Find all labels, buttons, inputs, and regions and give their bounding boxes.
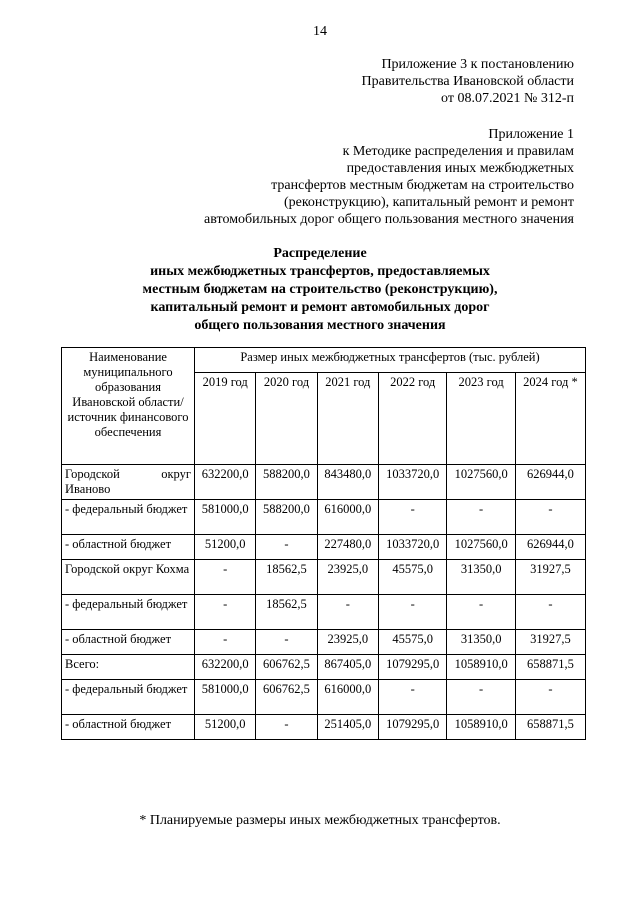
- column-header-year: 2020 год: [256, 373, 317, 465]
- table-cell: 1033720,0: [378, 535, 446, 560]
- table-cell: 616000,0: [317, 500, 378, 535]
- table-cell: 626944,0: [515, 535, 585, 560]
- appendix-1-line: (реконструкцию), капитальный ремонт и ремонт: [283, 195, 574, 210]
- table-cell: 658871,5: [515, 715, 585, 740]
- appendix-3-line: от 08.07.2021 № 312-п: [441, 91, 574, 106]
- appendix-3-line: Правительства Ивановской области: [361, 74, 574, 89]
- allocation-table: [61, 347, 586, 740]
- table-cell: 227480,0: [317, 535, 378, 560]
- table-cell: -: [378, 680, 446, 715]
- table-cell: -: [195, 560, 256, 595]
- table-cell: 51200,0: [195, 715, 256, 740]
- row-label: Городской округ Кохма: [62, 560, 195, 595]
- row-label: - областной бюджет: [62, 535, 195, 560]
- appendix-3-reference: [362, 56, 574, 107]
- column-header-size: Размер иных межбюджетных трансфертов (тыс. рублей): [195, 348, 586, 373]
- page-number: 14: [313, 24, 327, 39]
- appendix-1-line: к Методике распределения и правилам: [342, 144, 574, 159]
- document-heading: [80, 245, 560, 335]
- footnote: * Планируемые размеры иных межбюджетных трансфертов.: [139, 813, 501, 828]
- table-cell: 588200,0: [256, 465, 317, 500]
- table-cell: 1058910,0: [447, 715, 515, 740]
- appendix-3-line: Приложение 3 к постановлению: [381, 57, 574, 72]
- table-cell: 1058910,0: [447, 655, 515, 680]
- row-label: - федеральный бюджет: [62, 595, 195, 630]
- heading-line: местным бюджетам на строительство (реконструкцию),: [142, 282, 498, 297]
- table-row: [62, 715, 586, 740]
- column-header-name: Наименование муниципального образования Ивановской области/источник финансового обеспечения: [62, 348, 195, 465]
- row-label: - федеральный бюджет: [62, 680, 195, 715]
- table-cell: 18562,5: [256, 595, 317, 630]
- table-row: [62, 535, 586, 560]
- table-cell: 23925,0: [317, 560, 378, 595]
- column-header-year: 2021 год: [317, 373, 378, 465]
- table-cell: -: [515, 500, 585, 535]
- table-cell: 18562,5: [256, 560, 317, 595]
- heading-line: Распределение: [273, 246, 367, 261]
- table-cell: 31927,5: [515, 630, 585, 655]
- table-cell: -: [195, 630, 256, 655]
- table-cell: 23925,0: [317, 630, 378, 655]
- table-cell: -: [256, 715, 317, 740]
- table-row: [62, 465, 586, 500]
- table-cell: -: [256, 535, 317, 560]
- table-cell: -: [378, 500, 446, 535]
- table-cell: 1033720,0: [378, 465, 446, 500]
- table-cell: -: [447, 500, 515, 535]
- table-cell: 51200,0: [195, 535, 256, 560]
- table-cell: 45575,0: [378, 630, 446, 655]
- heading-line: капитальный ремонт и ремонт автомобильных дорог: [150, 300, 490, 315]
- table-cell: 606762,5: [256, 680, 317, 715]
- table-cell: 632200,0: [195, 465, 256, 500]
- table-row: [62, 680, 586, 715]
- table-cell: 626944,0: [515, 465, 585, 500]
- table-cell: 632200,0: [195, 655, 256, 680]
- appendix-1-line: Приложение 1: [488, 127, 574, 142]
- table-cell: -: [256, 630, 317, 655]
- table-cell: -: [447, 595, 515, 630]
- row-label: - областной бюджет: [62, 715, 195, 740]
- table-cell: 31350,0: [447, 630, 515, 655]
- table-cell: 1079295,0: [378, 715, 446, 740]
- row-label: Всего:: [62, 655, 195, 680]
- table-cell: 31350,0: [447, 560, 515, 595]
- table-cell: -: [317, 595, 378, 630]
- appendix-1-line: автомобильных дорог общего пользования местного значения: [204, 212, 574, 227]
- table-row: [62, 630, 586, 655]
- table-cell: 867405,0: [317, 655, 378, 680]
- row-label: - федеральный бюджет: [62, 500, 195, 535]
- table-cell: -: [515, 595, 585, 630]
- table-row: [62, 500, 586, 535]
- column-header-year: 2019 год: [195, 373, 256, 465]
- table-row: [62, 655, 586, 680]
- table-cell: 588200,0: [256, 500, 317, 535]
- column-header-year: 2023 год: [447, 373, 515, 465]
- table-cell: 843480,0: [317, 465, 378, 500]
- appendix-1-line: предоставления иных межбюджетных: [346, 161, 574, 176]
- table-cell: 1027560,0: [447, 465, 515, 500]
- table-cell: 251405,0: [317, 715, 378, 740]
- table-cell: 581000,0: [195, 680, 256, 715]
- heading-line: иных межбюджетных трансфертов, предоставляемых: [150, 264, 490, 279]
- table-cell: -: [195, 595, 256, 630]
- column-header-year: 2024 год *: [515, 373, 585, 465]
- table-cell: -: [447, 680, 515, 715]
- table-cell: 658871,5: [515, 655, 585, 680]
- table-row: [62, 560, 586, 595]
- row-label: Городской округ Иваново: [62, 465, 195, 500]
- table-cell: -: [515, 680, 585, 715]
- table-row: [62, 595, 586, 630]
- table-cell: 1027560,0: [447, 535, 515, 560]
- table-cell: 31927,5: [515, 560, 585, 595]
- table-cell: 606762,5: [256, 655, 317, 680]
- column-header-year: 2022 год: [378, 373, 446, 465]
- table-cell: 1079295,0: [378, 655, 446, 680]
- table-cell: 45575,0: [378, 560, 446, 595]
- row-label: - областной бюджет: [62, 630, 195, 655]
- table-cell: 616000,0: [317, 680, 378, 715]
- appendix-1-line: трансфертов местным бюджетам на строительство: [271, 178, 574, 193]
- table-cell: 581000,0: [195, 500, 256, 535]
- appendix-1-reference: [204, 126, 574, 228]
- table-cell: -: [378, 595, 446, 630]
- heading-line: общего пользования местного значения: [194, 318, 446, 333]
